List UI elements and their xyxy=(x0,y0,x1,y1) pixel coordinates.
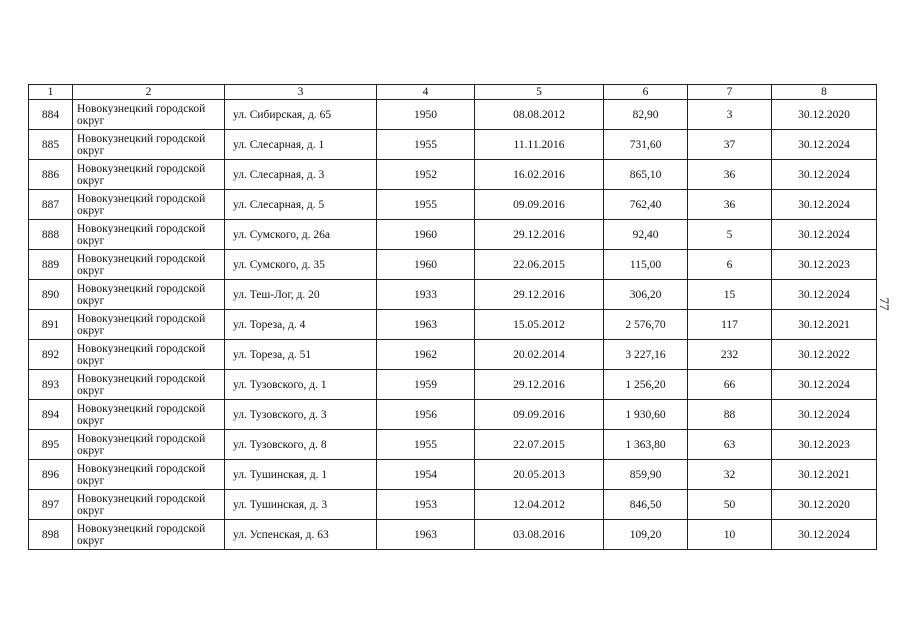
table-row xyxy=(29,160,877,190)
column-header-1: 1 xyxy=(29,85,73,100)
table-cell-col-5: 22.07.2015 xyxy=(475,430,604,460)
table-cell-col-2: Новокузнецкий городской округ xyxy=(73,340,225,370)
table-row xyxy=(29,250,877,280)
table-cell-col-4: 1953 xyxy=(377,490,475,520)
table-cell-col-4: 1952 xyxy=(377,160,475,190)
table-cell-col-2: Новокузнецкий городской округ xyxy=(73,250,225,280)
table-row xyxy=(29,430,877,460)
column-header-5: 5 xyxy=(475,85,604,100)
table-cell-col-1: 891 xyxy=(29,310,73,340)
table-cell-col-5: 29.12.2016 xyxy=(475,220,604,250)
table-cell-col-5: 22.06.2015 xyxy=(475,250,604,280)
table-cell-col-8: 30.12.2024 xyxy=(772,130,877,160)
table-cell-col-3: ул. Тузовского, д. 3 xyxy=(225,400,377,430)
table-cell-col-7: 3 xyxy=(688,100,772,130)
table-cell-col-5: 08.08.2012 xyxy=(475,100,604,130)
column-header-4: 4 xyxy=(377,85,475,100)
table-cell-col-1: 888 xyxy=(29,220,73,250)
table-cell-col-4: 1955 xyxy=(377,430,475,460)
table-row xyxy=(29,460,877,490)
table-cell-col-5: 16.02.2016 xyxy=(475,160,604,190)
table-cell-col-8: 30.12.2020 xyxy=(772,490,877,520)
table-cell-col-3: ул. Тушинская, д. 3 xyxy=(225,490,377,520)
table-cell-col-3: ул. Сумского, д. 26а xyxy=(225,220,377,250)
table-cell-col-3: ул. Тореза, д. 51 xyxy=(225,340,377,370)
table-cell-col-7: 36 xyxy=(688,190,772,220)
table-cell-col-6: 731,60 xyxy=(604,130,688,160)
table-cell-col-2: Новокузнецкий городской округ xyxy=(73,520,225,550)
table-cell-col-1: 886 xyxy=(29,160,73,190)
table-cell-col-1: 898 xyxy=(29,520,73,550)
table-cell-col-8: 30.12.2024 xyxy=(772,280,877,310)
table-cell-col-5: 03.08.2016 xyxy=(475,520,604,550)
table-cell-col-7: 37 xyxy=(688,130,772,160)
table-cell-col-1: 892 xyxy=(29,340,73,370)
table-cell-col-2: Новокузнецкий городской округ xyxy=(73,190,225,220)
table-cell-col-6: 82,90 xyxy=(604,100,688,130)
table-cell-col-2: Новокузнецкий городской округ xyxy=(73,370,225,400)
table-cell-col-3: ул. Слесарная, д. 3 xyxy=(225,160,377,190)
column-header-7: 7 xyxy=(688,85,772,100)
table-header-row xyxy=(29,85,877,100)
table-cell-col-6: 109,20 xyxy=(604,520,688,550)
table-cell-col-4: 1963 xyxy=(377,520,475,550)
table-cell-col-5: 20.02.2014 xyxy=(475,340,604,370)
table-cell-col-6: 1 930,60 xyxy=(604,400,688,430)
table-cell-col-1: 896 xyxy=(29,460,73,490)
housing-table xyxy=(28,84,877,550)
table-cell-col-7: 88 xyxy=(688,400,772,430)
column-header-6: 6 xyxy=(604,85,688,100)
column-header-3: 3 xyxy=(225,85,377,100)
table-cell-col-4: 1933 xyxy=(377,280,475,310)
table-row xyxy=(29,280,877,310)
table-cell-col-3: ул. Сумского, д. 35 xyxy=(225,250,377,280)
table-cell-col-3: ул. Теш-Лог, д. 20 xyxy=(225,280,377,310)
table-row xyxy=(29,130,877,160)
table-cell-col-2: Новокузнецкий городской округ xyxy=(73,310,225,340)
table-cell-col-2: Новокузнецкий городской округ xyxy=(73,130,225,160)
table-cell-col-3: ул. Сибирская, д. 65 xyxy=(225,100,377,130)
table-row xyxy=(29,190,877,220)
table-cell-col-7: 10 xyxy=(688,520,772,550)
table-cell-col-8: 30.12.2021 xyxy=(772,460,877,490)
table-cell-col-1: 889 xyxy=(29,250,73,280)
page-number: 77 xyxy=(877,297,892,311)
table-row xyxy=(29,520,877,550)
table-cell-col-7: 5 xyxy=(688,220,772,250)
table-cell-col-6: 846,50 xyxy=(604,490,688,520)
table-cell-col-4: 1962 xyxy=(377,340,475,370)
table-row xyxy=(29,490,877,520)
table-cell-col-7: 66 xyxy=(688,370,772,400)
table-cell-col-8: 30.12.2024 xyxy=(772,370,877,400)
table-cell-col-6: 92,40 xyxy=(604,220,688,250)
table-row xyxy=(29,100,877,130)
table-cell-col-5: 09.09.2016 xyxy=(475,400,604,430)
table-cell-col-8: 30.12.2024 xyxy=(772,160,877,190)
table-cell-col-2: Новокузнецкий городской округ xyxy=(73,400,225,430)
table-cell-col-4: 1950 xyxy=(377,100,475,130)
table-cell-col-3: ул. Слесарная, д. 1 xyxy=(225,130,377,160)
table-cell-col-4: 1960 xyxy=(377,250,475,280)
table-cell-col-7: 232 xyxy=(688,340,772,370)
table-cell-col-6: 115,00 xyxy=(604,250,688,280)
table-cell-col-8: 30.12.2022 xyxy=(772,340,877,370)
column-header-2: 2 xyxy=(73,85,225,100)
table-cell-col-1: 885 xyxy=(29,130,73,160)
table-row xyxy=(29,310,877,340)
table-cell-col-3: ул. Тузовского, д. 1 xyxy=(225,370,377,400)
table-cell-col-5: 29.12.2016 xyxy=(475,280,604,310)
table-body xyxy=(29,100,877,550)
table-cell-col-3: ул. Тузовского, д. 8 xyxy=(225,430,377,460)
column-header-8: 8 xyxy=(772,85,877,100)
table-cell-col-8: 30.12.2021 xyxy=(772,310,877,340)
table-cell-col-8: 30.12.2023 xyxy=(772,250,877,280)
table-row xyxy=(29,400,877,430)
table-cell-col-1: 895 xyxy=(29,430,73,460)
table-cell-col-2: Новокузнецкий городской округ xyxy=(73,100,225,130)
table-cell-col-1: 897 xyxy=(29,490,73,520)
table-cell-col-2: Новокузнецкий городской округ xyxy=(73,460,225,490)
table-cell-col-4: 1956 xyxy=(377,400,475,430)
table-cell-col-4: 1954 xyxy=(377,460,475,490)
table-cell-col-5: 15.05.2012 xyxy=(475,310,604,340)
table-cell-col-5: 29.12.2016 xyxy=(475,370,604,400)
table-cell-col-3: ул. Тореза, д. 4 xyxy=(225,310,377,340)
table-cell-col-1: 887 xyxy=(29,190,73,220)
table-cell-col-2: Новокузнецкий городской округ xyxy=(73,220,225,250)
table-cell-col-2: Новокузнецкий городской округ xyxy=(73,490,225,520)
table-cell-col-6: 865,10 xyxy=(604,160,688,190)
table-cell-col-4: 1960 xyxy=(377,220,475,250)
table-cell-col-3: ул. Успенская, д. 63 xyxy=(225,520,377,550)
table-row xyxy=(29,340,877,370)
table-cell-col-1: 894 xyxy=(29,400,73,430)
table-cell-col-1: 884 xyxy=(29,100,73,130)
table-row xyxy=(29,220,877,250)
table-cell-col-6: 762,40 xyxy=(604,190,688,220)
table-cell-col-6: 859,90 xyxy=(604,460,688,490)
table-cell-col-6: 1 256,20 xyxy=(604,370,688,400)
table-cell-col-3: ул. Слесарная, д. 5 xyxy=(225,190,377,220)
table-cell-col-2: Новокузнецкий городской округ xyxy=(73,430,225,460)
table-cell-col-7: 50 xyxy=(688,490,772,520)
table-cell-col-8: 30.12.2024 xyxy=(772,190,877,220)
table-cell-col-7: 15 xyxy=(688,280,772,310)
table-cell-col-4: 1963 xyxy=(377,310,475,340)
table-cell-col-2: Новокузнецкий городской округ xyxy=(73,160,225,190)
table-cell-col-8: 30.12.2024 xyxy=(772,400,877,430)
table-cell-col-7: 6 xyxy=(688,250,772,280)
table-cell-col-1: 890 xyxy=(29,280,73,310)
table-cell-col-7: 63 xyxy=(688,430,772,460)
table-cell-col-1: 893 xyxy=(29,370,73,400)
table-cell-col-7: 117 xyxy=(688,310,772,340)
table-row xyxy=(29,370,877,400)
table-cell-col-4: 1955 xyxy=(377,130,475,160)
table-cell-col-8: 30.12.2024 xyxy=(772,220,877,250)
table-cell-col-2: Новокузнецкий городской округ xyxy=(73,280,225,310)
table-cell-col-6: 306,20 xyxy=(604,280,688,310)
table-cell-col-4: 1959 xyxy=(377,370,475,400)
table-cell-col-4: 1955 xyxy=(377,190,475,220)
table-cell-col-6: 2 576,70 xyxy=(604,310,688,340)
table-cell-col-8: 30.12.2023 xyxy=(772,430,877,460)
table-cell-col-5: 11.11.2016 xyxy=(475,130,604,160)
table-cell-col-7: 36 xyxy=(688,160,772,190)
table-cell-col-6: 1 363,80 xyxy=(604,430,688,460)
table-cell-col-8: 30.12.2024 xyxy=(772,520,877,550)
table-cell-col-5: 09.09.2016 xyxy=(475,190,604,220)
table-cell-col-7: 32 xyxy=(688,460,772,490)
table-cell-col-6: 3 227,16 xyxy=(604,340,688,370)
table-cell-col-3: ул. Тушинская, д. 1 xyxy=(225,460,377,490)
table-cell-col-5: 20.05.2013 xyxy=(475,460,604,490)
table-cell-col-5: 12.04.2012 xyxy=(475,490,604,520)
table-cell-col-8: 30.12.2020 xyxy=(772,100,877,130)
